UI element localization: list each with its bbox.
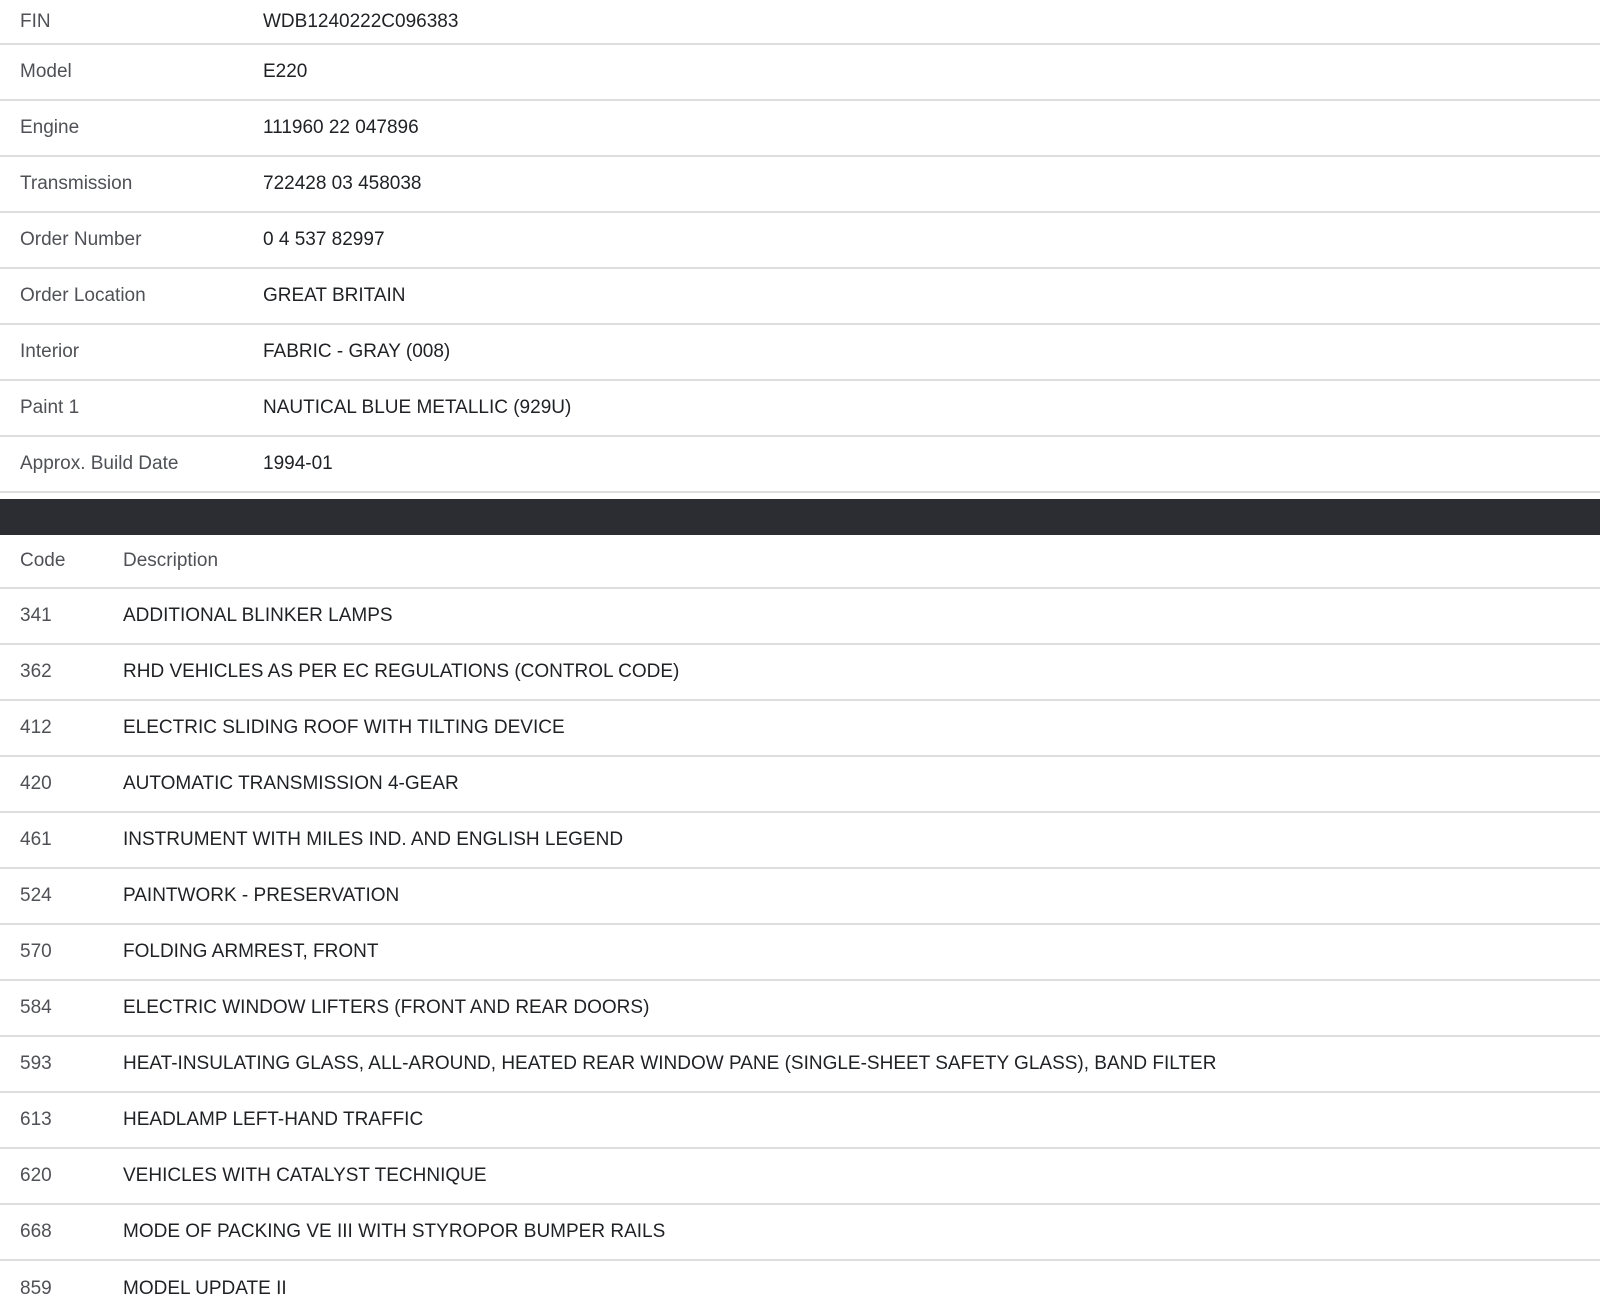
table-row [0, 589, 1600, 645]
spec-value: GREAT BRITAIN [263, 285, 406, 306]
option-description: MODEL UPDATE II [123, 1278, 287, 1299]
code-column-header: Code [20, 550, 66, 571]
option-code: 412 [20, 717, 52, 738]
table-row [0, 1261, 1600, 1315]
spec-label: FIN [20, 10, 51, 32]
options-table-header [0, 535, 1600, 589]
table-row [0, 1093, 1600, 1149]
option-code: 570 [20, 941, 52, 962]
spec-value: 0 4 537 82997 [263, 229, 385, 250]
option-description: HEAT-INSULATING GLASS, ALL-AROUND, HEATED REAR WINDOW PANE (SINGLE-SHEET SAFETY GLASS), BAND FILTER [123, 1053, 1217, 1074]
option-code: 668 [20, 1221, 52, 1242]
option-code: 859 [20, 1278, 52, 1299]
option-code: 584 [20, 997, 52, 1018]
table-row [0, 757, 1600, 813]
spec-value: 1994-01 [263, 453, 333, 474]
spec-value: FABRIC - GRAY (008) [263, 341, 451, 362]
spec-row [0, 381, 1600, 437]
option-code: 341 [20, 605, 52, 626]
table-row [0, 813, 1600, 869]
option-description: ELECTRIC WINDOW LIFTERS (FRONT AND REAR DOORS) [123, 997, 650, 1018]
option-description: PAINTWORK - PRESERVATION [123, 885, 400, 906]
spec-value: 722428 03 458038 [263, 173, 422, 194]
table-row [0, 869, 1600, 925]
spec-row [0, 45, 1600, 101]
table-row [0, 1205, 1600, 1261]
option-description: RHD VEHICLES AS PER EC REGULATIONS (CONTROL CODE) [123, 661, 680, 682]
description-column-header: Description [123, 550, 219, 571]
spec-label: Model [20, 61, 72, 82]
spec-value: E220 [263, 61, 308, 82]
spec-row [0, 157, 1600, 213]
spec-label: Engine [20, 117, 80, 138]
vehicle-spec-table [0, 0, 1600, 493]
spec-label: Interior [20, 341, 80, 362]
spec-value: WDB1240222C096383 [263, 10, 459, 32]
option-code: 613 [20, 1109, 52, 1130]
option-description: MODE OF PACKING VE III WITH STYROPOR BUMPER RAILS [123, 1221, 666, 1242]
spec-row [0, 325, 1600, 381]
table-row [0, 925, 1600, 981]
option-description: VEHICLES WITH CATALYST TECHNIQUE [123, 1165, 487, 1186]
spec-row [0, 101, 1600, 157]
spec-label: Order Location [20, 285, 146, 306]
table-row [0, 1037, 1600, 1093]
spec-value: 111960 22 047896 [263, 117, 419, 138]
option-code: 524 [20, 885, 52, 906]
spec-label: Approx. Build Date [20, 453, 179, 474]
option-description: INSTRUMENT WITH MILES IND. AND ENGLISH LEGEND [123, 829, 624, 850]
options-table-body [0, 589, 1600, 1315]
spec-row [0, 269, 1600, 325]
option-codes-table [0, 535, 1600, 1315]
option-description: ELECTRIC SLIDING ROOF WITH TILTING DEVICE [123, 717, 565, 738]
spec-row [0, 0, 1600, 45]
option-description: HEADLAMP LEFT-HAND TRAFFIC [123, 1109, 424, 1130]
option-code: 362 [20, 661, 52, 682]
spec-label: Order Number [20, 229, 142, 250]
spec-row [0, 437, 1600, 493]
spec-label: Transmission [20, 173, 133, 194]
table-row [0, 701, 1600, 757]
section-divider-bar [0, 499, 1600, 535]
option-description: FOLDING ARMREST, FRONT [123, 941, 379, 962]
option-description: AUTOMATIC TRANSMISSION 4-GEAR [123, 773, 459, 794]
option-code: 620 [20, 1165, 52, 1186]
option-description: ADDITIONAL BLINKER LAMPS [123, 605, 393, 626]
option-code: 593 [20, 1053, 52, 1074]
spec-row [0, 213, 1600, 269]
option-code: 461 [20, 829, 52, 850]
table-row [0, 981, 1600, 1037]
spec-value: NAUTICAL BLUE METALLIC (929U) [263, 397, 572, 418]
table-row [0, 645, 1600, 701]
option-code: 420 [20, 773, 52, 794]
table-row [0, 1149, 1600, 1205]
spec-label: Paint 1 [20, 397, 80, 418]
